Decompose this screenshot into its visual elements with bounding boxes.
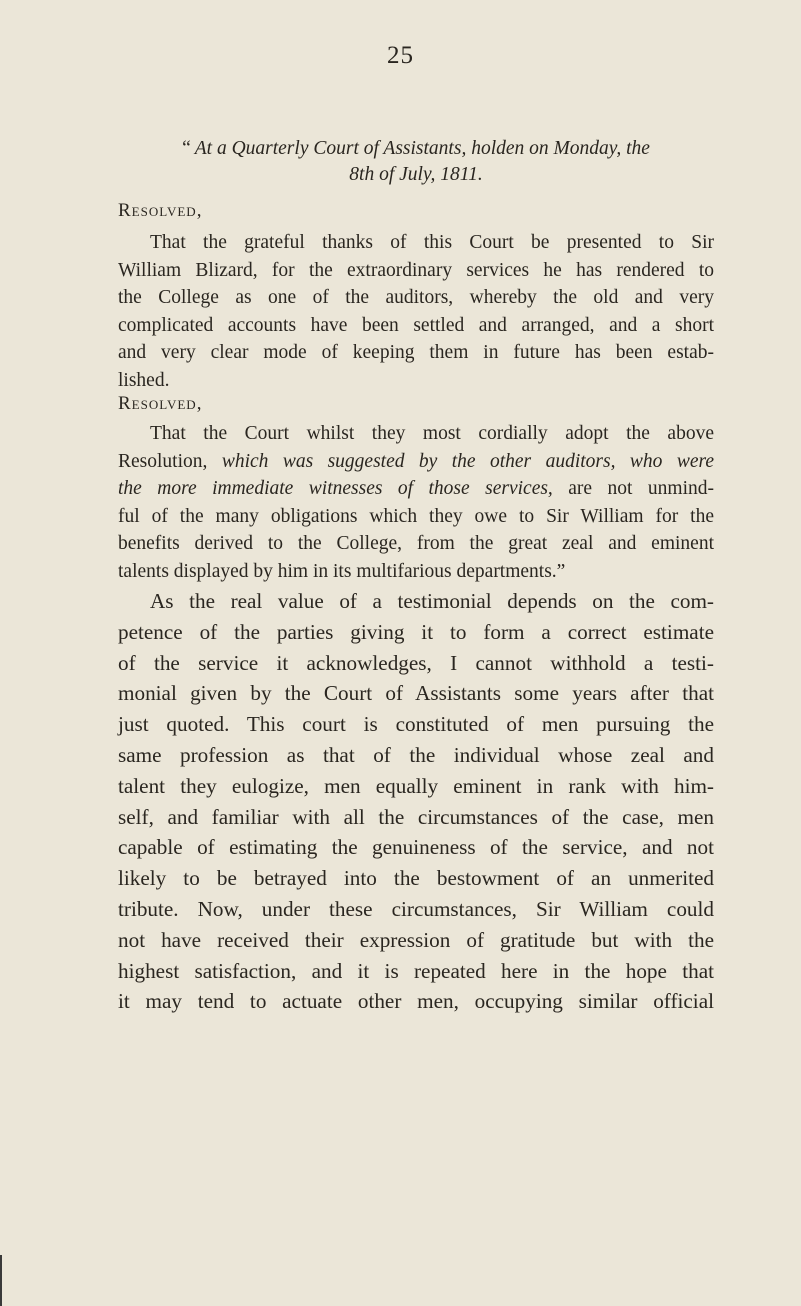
paragraph-line: ful of the many obligations which they owe to Sir William for the [118, 505, 714, 527]
body-line: As the real value of a testimonial depends on the com- [150, 589, 714, 613]
paragraph-line: That the Court whilst they most cordially adopt the above [150, 423, 714, 444]
paragraph-line: talents displayed by him in its multifarious departments.” [118, 560, 566, 582]
page-number: 25 [387, 42, 414, 69]
heading-line [118, 136, 714, 162]
paragraph-line: William Blizard, for the extraordinary services he has rendered to [118, 259, 714, 281]
body-line: same profession as that of the individual whose zeal and [118, 742, 714, 767]
body-line: not have received their expression of gratitude but with the [118, 927, 714, 952]
resolution-paragraph-1 [118, 229, 714, 394]
paragraph-line: benefits derived to the College, from the great zeal and eminent [118, 533, 714, 554]
body-paragraph [118, 586, 714, 1017]
body-line: capable of estimating the genuineness of the service, and not [118, 835, 714, 860]
paragraph-line: That the grateful thanks of this Court be presented to Sir [150, 232, 714, 253]
paragraph-line [118, 475, 714, 503]
body-line: just quoted. This court is constituted of men pursuing the [118, 712, 714, 737]
resolved-label-2: Resolved, [118, 393, 203, 414]
resolution-paragraph-2 [118, 420, 714, 585]
body-line: talent they eulogize, men equally eminent in rank with him- [118, 773, 714, 798]
heading-line-1: At a Quarterly Court of Assistants, holden on Monday, the [194, 138, 650, 159]
body-line: of the service it acknowledges, I cannot withhold a testi- [118, 650, 714, 675]
quote-heading [118, 136, 714, 188]
paragraph-text: Resolution, [118, 450, 222, 472]
body-line: highest satisfaction, and it is repeated here in the hope that [118, 958, 714, 983]
paragraph-line: lished. [118, 369, 170, 391]
paragraph-line: the College as one of the auditors, whereby the old and very [118, 287, 714, 308]
body-line: monial given by the Court of Assistants some years after that [118, 681, 714, 706]
body-line: self, and familiar with all the circumstances of the case, men [118, 804, 714, 829]
italic-text: the more immediate witnesses of those services, [118, 478, 553, 499]
paragraph-line: and very clear mode of keeping them in future has been estab- [118, 342, 714, 363]
body-line: likely to be betrayed into the bestowment of an unmerited [118, 866, 714, 891]
italic-text: which was suggested by the other auditors, who were [221, 450, 714, 472]
heading-line-2: 8th of July, 1811. [349, 164, 483, 185]
paragraph-text: are not unmind- [552, 478, 714, 499]
page-edge-mark [0, 1255, 2, 1306]
paragraph-line: complicated accounts have been settled and arranged, and a short [118, 314, 714, 336]
resolved-label-1: Resolved, [118, 200, 203, 221]
body-line: petence of the parties giving it to form a correct estimate [118, 619, 714, 644]
paragraph-line [118, 448, 714, 476]
open-quote-mark: “ [182, 138, 191, 159]
body-line: it may tend to actuate other men, occupying similar official [118, 989, 714, 1014]
body-line: tribute. Now, under these circumstances, Sir William could [118, 896, 714, 921]
